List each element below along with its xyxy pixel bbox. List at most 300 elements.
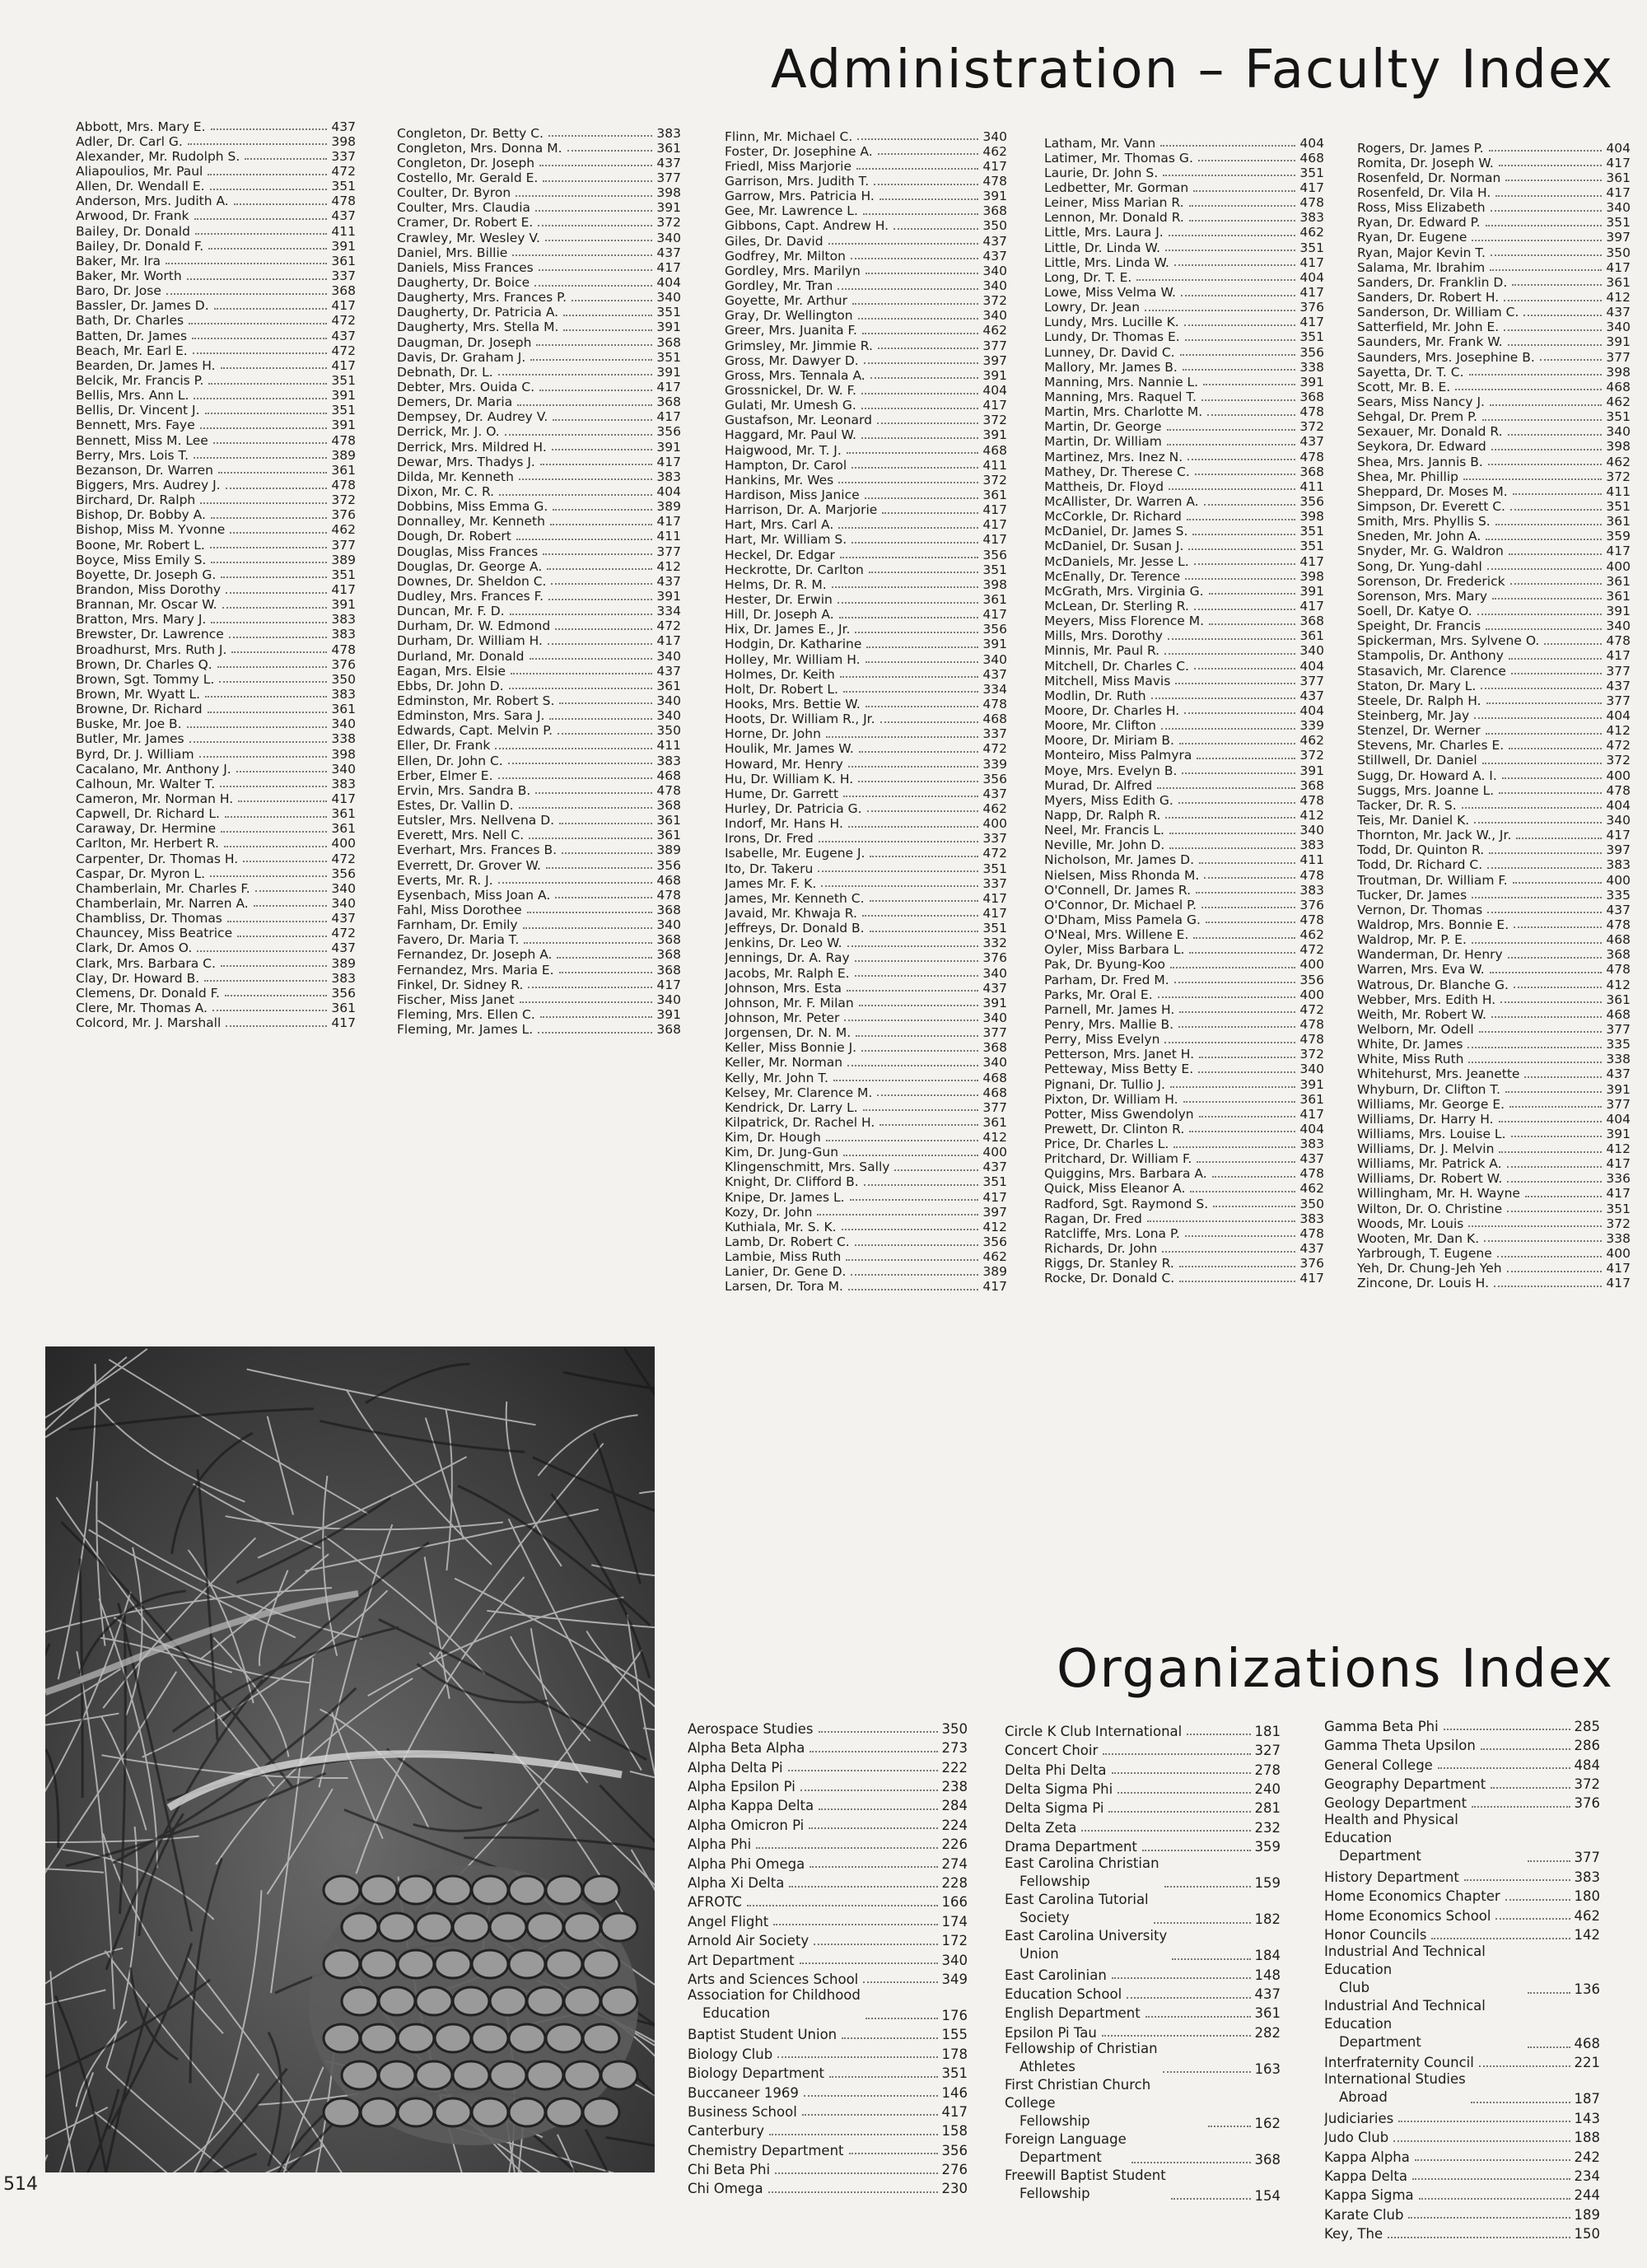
faculty-entry — [397, 409, 681, 424]
entry-page-number: 273 — [941, 1740, 968, 1756]
entry-name: Gamma Beta Phi — [1324, 1718, 1439, 1734]
entry-name: Colcord, Mr. J. Marshall — [76, 1015, 222, 1030]
dot-leader — [865, 2017, 938, 2019]
dot-leader — [1167, 428, 1296, 431]
entry-page-number: 462 — [1299, 225, 1324, 240]
entry-page-number: 276 — [941, 2162, 968, 2177]
entry-page-number: 468 — [656, 768, 681, 783]
dot-leader — [197, 950, 327, 952]
entry-page-number: 361 — [1606, 588, 1631, 604]
entry-name: Kelsey, Mr. Clarence M. — [725, 1085, 873, 1100]
entry-name: Staton, Dr. Mary L. — [1357, 678, 1477, 693]
entry-name: Clemens, Dr. Donald F. — [76, 985, 220, 1001]
dot-leader — [1502, 777, 1603, 779]
entry-page-number: 349 — [941, 1971, 968, 1987]
entry-page-number: 377 — [1574, 1850, 1600, 1865]
dot-leader — [499, 493, 652, 496]
entry-page-number: 351 — [1606, 1201, 1631, 1216]
entry-name: Riggs, Dr. Stanley R. — [1044, 1256, 1174, 1271]
dot-leader — [555, 896, 652, 898]
entry-name: Durland, Mr. Donald — [397, 648, 525, 664]
entry-page-number: 411 — [1606, 483, 1631, 499]
entry-name-line-1: Industrial And Technical Education — [1324, 1997, 1486, 2032]
entry-page-number: 411 — [1299, 478, 1324, 494]
entry-page-number: 361 — [1254, 2005, 1281, 2021]
faculty-entry — [397, 200, 681, 215]
dot-leader — [192, 337, 327, 339]
entry-name: Brown, Sgt. Tommy L. — [76, 671, 215, 687]
entry-name: Chi Beta Phi — [688, 2162, 771, 2177]
entry-name: Concert Choir — [1005, 1743, 1099, 1758]
entry-page-number: 178 — [941, 2046, 968, 2062]
cone-scale — [379, 2061, 415, 2089]
entry-name: Lundy, Mrs. Lucille K. — [1044, 315, 1179, 329]
dot-leader — [530, 358, 652, 361]
dot-leader — [877, 422, 978, 424]
faculty-entry — [1044, 539, 1324, 553]
dot-leader — [878, 152, 979, 155]
entry-page-number: 478 — [331, 432, 356, 448]
dot-leader — [1169, 488, 1295, 490]
entry-page-number: 376 — [982, 950, 1007, 965]
entry-name: Sanderson, Dr. William C. — [1357, 305, 1519, 320]
dot-leader — [1171, 2197, 1251, 2200]
cone-scale — [472, 2024, 508, 2052]
dot-leader — [1199, 1056, 1295, 1058]
entry-name: Bailey, Dr. Donald — [76, 223, 190, 239]
entry-page-number: 351 — [331, 179, 356, 194]
entry-page-number: 391 — [1606, 1081, 1631, 1096]
entry-page-number: 478 — [1299, 912, 1324, 927]
dot-leader — [846, 1258, 978, 1261]
entry-page-number: 372 — [1299, 1047, 1324, 1062]
entry-page-number: 372 — [1606, 469, 1631, 484]
entry-name: Stillwell, Dr. Daniel — [1357, 753, 1477, 768]
entry-name: Kappa Alpha — [1324, 2149, 1410, 2165]
entry-page-number: 356 — [982, 547, 1007, 562]
faculty-entry — [1357, 707, 1631, 722]
dot-leader — [756, 1846, 937, 1849]
dot-leader — [205, 412, 328, 414]
entry-page-number: 398 — [1606, 439, 1631, 454]
faculty-entry — [1357, 1276, 1631, 1290]
cone-scale — [435, 2024, 471, 2052]
dot-leader — [572, 299, 652, 301]
dot-leader — [1179, 1010, 1295, 1013]
entry-page-number: 340 — [1606, 424, 1631, 439]
entry-name: Gee, Mr. Lawrence L. — [725, 203, 858, 218]
organization-entry — [1324, 2145, 1600, 2164]
dot-leader — [1194, 562, 1296, 565]
entry-name: Cramer, Dr. Robert E. — [397, 215, 534, 230]
entry-page-number: 391 — [982, 189, 1007, 203]
entry-name: Lunney, Dr. David C. — [1044, 344, 1175, 360]
entry-name: Lowe, Miss Velma W. — [1044, 285, 1176, 300]
entry-page-number: 411 — [1299, 852, 1324, 867]
dot-leader — [210, 188, 328, 190]
cone-scale — [453, 1913, 489, 1941]
faculty-entry — [76, 492, 356, 507]
faculty-entry — [1357, 992, 1631, 1006]
entry-name: Manning, Mrs. Nannie L. — [1044, 374, 1199, 390]
entry-page-number: 478 — [1606, 633, 1631, 648]
cone-scale — [509, 1950, 545, 1978]
entry-page-number: 356 — [656, 857, 681, 873]
entry-page-number: 356 — [941, 2142, 968, 2158]
entry-name: Arnold Air Society — [688, 1933, 810, 1948]
entry-page-number: 351 — [1606, 409, 1631, 424]
dot-leader — [199, 755, 328, 758]
dot-leader — [851, 541, 978, 544]
organization-entry — [688, 2061, 968, 2080]
entry-page-number: 437 — [1606, 678, 1631, 693]
faculty-entry — [1044, 1121, 1324, 1136]
faculty-entry — [1357, 1006, 1631, 1021]
faculty-entry — [725, 726, 1007, 741]
entry-name: Alpha Delta Pi — [688, 1759, 783, 1776]
dot-leader — [1189, 219, 1296, 222]
faculty-entry — [397, 753, 681, 768]
faculty-entry — [397, 573, 681, 588]
organization-entry — [1324, 1753, 1600, 1772]
entry-name: Cameron, Mr. Norman H. — [76, 791, 234, 806]
cone-scale — [453, 2061, 489, 2089]
entry-name: Mills, Mrs. Dorothy — [1044, 628, 1163, 643]
entry-name: Batten, Dr. James — [76, 328, 188, 343]
faculty-entry — [76, 731, 356, 746]
faculty-entry — [76, 328, 356, 343]
faculty-entry — [725, 278, 1007, 292]
faculty-entry — [1357, 140, 1631, 155]
entry-page-number: 437 — [982, 786, 1007, 801]
entry-page-number: 351 — [1299, 524, 1324, 539]
faculty-entry — [1357, 648, 1631, 663]
entry-page-number: 188 — [1574, 2130, 1600, 2145]
dot-leader — [1201, 399, 1295, 401]
dot-leader — [1167, 443, 1296, 446]
dot-leader — [1528, 1860, 1570, 1862]
entry-page-number: 400 — [982, 1145, 1007, 1160]
entry-name: Sorenson, Mrs. Mary — [1357, 588, 1488, 604]
entry-name: Biology Department — [688, 2065, 825, 2081]
entry-name: Butler, Mr. James — [76, 731, 184, 746]
dot-leader — [1467, 1046, 1602, 1048]
faculty-entry — [1044, 195, 1324, 210]
dot-leader — [1489, 149, 1603, 152]
entry-page-number: 417 — [1299, 285, 1324, 300]
entry-page-number: 468 — [1574, 2036, 1600, 2051]
entry-name: James Mr. F. K. — [725, 875, 817, 891]
entry-page-number: 368 — [656, 394, 681, 409]
entry-page-number: 417 — [1606, 1276, 1631, 1290]
faculty-entry — [1357, 379, 1631, 394]
faculty-entry — [76, 671, 356, 686]
faculty-entry — [725, 681, 1007, 696]
organization-entry — [1005, 1720, 1281, 1738]
faculty-entry — [1357, 1126, 1631, 1141]
dot-leader — [843, 795, 978, 797]
dot-leader — [840, 675, 979, 678]
faculty-entry — [725, 815, 1007, 830]
entry-page-number: 391 — [331, 238, 356, 254]
entry-name: Horne, Dr. John — [725, 726, 821, 741]
dot-leader — [1170, 966, 1295, 968]
organization-entry — [1005, 2076, 1281, 2130]
dot-leader — [559, 822, 652, 824]
dot-leader — [512, 254, 652, 256]
organization-entry — [1324, 1772, 1600, 1791]
dot-leader — [855, 974, 979, 977]
cone-scale — [361, 2098, 397, 2126]
faculty-entry — [76, 357, 356, 372]
entry-name: Yarbrough, T. Eugene — [1357, 1246, 1492, 1261]
dot-leader — [1175, 682, 1295, 684]
entry-name: Modlin, Dr. Ruth — [1044, 688, 1146, 703]
entry-page-number: 136 — [1574, 1981, 1600, 1997]
faculty-entry — [76, 477, 356, 492]
entry-page-number: 404 — [1606, 140, 1631, 156]
dot-leader — [1127, 1996, 1250, 1999]
faculty-entry — [397, 812, 681, 827]
dot-leader — [498, 777, 653, 779]
faculty-entry — [397, 483, 681, 498]
entry-page-number: 340 — [656, 290, 681, 305]
dot-leader — [1164, 652, 1295, 655]
entry-name: Biggers, Mrs. Audrey J. — [76, 478, 221, 492]
page-number: 514 — [3, 2174, 38, 2195]
entry-page-number: 391 — [656, 200, 681, 215]
dot-leader — [563, 314, 652, 316]
entry-name — [1005, 2130, 1127, 2167]
dot-leader — [187, 278, 328, 280]
dot-leader — [559, 702, 652, 704]
entry-page-number: 372 — [1574, 1776, 1600, 1792]
entry-name: Pixton, Dr. William H. — [1044, 1091, 1178, 1107]
dot-leader — [1495, 523, 1603, 525]
entry-page-number: 417 — [1606, 155, 1631, 170]
entry-page-number: 351 — [331, 373, 356, 388]
entry-name-line-1: East Carolina Christian — [1005, 1855, 1159, 1871]
faculty-entry — [725, 1174, 1007, 1189]
entry-name: Ragan, Dr. Fred — [1044, 1211, 1142, 1226]
entry-page-number: 383 — [656, 753, 681, 768]
faculty-entry — [1044, 748, 1324, 763]
entry-page-number: 400 — [1606, 558, 1631, 574]
entry-page-number: 361 — [1299, 628, 1324, 643]
faculty-entry — [76, 223, 356, 238]
entry-name — [1324, 2070, 1466, 2107]
faculty-entry — [1044, 359, 1324, 374]
dot-leader — [1491, 1786, 1570, 1789]
entry-name: Petterson, Mrs. Janet H. — [1044, 1047, 1195, 1062]
dot-leader — [851, 1273, 978, 1276]
entry-page-number: 146 — [941, 2084, 968, 2101]
dot-leader — [847, 945, 979, 947]
faculty-entry — [397, 349, 681, 364]
entry-name: Dewar, Mrs. Thadys J. — [397, 454, 535, 469]
faculty-column-1 — [76, 119, 356, 1030]
entry-name-line-2: Fellowship — [1019, 1873, 1090, 1889]
entry-page-number: 350 — [941, 1720, 968, 1737]
entry-name: Stampolis, Dr. Anthony — [1357, 648, 1504, 663]
dot-leader — [1193, 189, 1295, 192]
entry-page-number: 240 — [1254, 1781, 1281, 1797]
entry-name-line-2: Club — [1339, 1979, 1370, 1995]
cone-scale — [601, 2061, 637, 2089]
entry-page-number: 383 — [1299, 1136, 1324, 1151]
entry-name: Helms, Dr. R. M. — [725, 576, 827, 592]
entry-page-number: 383 — [1299, 838, 1324, 852]
entry-name: Delta Sigma Pi — [1005, 1800, 1104, 1816]
cone-scale — [361, 1876, 397, 1904]
dot-leader — [1491, 448, 1603, 450]
entry-name: Garrison, Mrs. Judith T. — [725, 174, 870, 189]
entry-name: Waldrop, Mr. P. E. — [1357, 932, 1467, 947]
entry-name: Baro, Dr. Jose — [76, 283, 161, 298]
entry-name: Rosenfeld, Dr. Vila H. — [1357, 185, 1491, 200]
entry-page-number: 389 — [331, 447, 356, 463]
entry-page-number: 437 — [1299, 1241, 1324, 1256]
dot-leader — [208, 173, 327, 175]
entry-page-number: 417 — [982, 890, 1007, 906]
entry-page-number: 417 — [982, 1189, 1007, 1205]
entry-name: Congleton, Mrs. Donna M. — [397, 140, 562, 156]
faculty-entry — [397, 947, 681, 962]
entry-page-number: 351 — [1299, 240, 1324, 255]
dot-leader — [1507, 1210, 1602, 1212]
dot-leader — [1189, 1130, 1295, 1132]
faculty-entry — [397, 140, 681, 155]
faculty-entry — [1044, 822, 1324, 837]
entry-name: Zincone, Dr. Louis H. — [1357, 1276, 1489, 1290]
entry-page-number: 184 — [1254, 1948, 1281, 1963]
dot-leader — [227, 920, 328, 922]
dot-leader — [1490, 404, 1602, 406]
entry-name: Song, Dr. Yung-dahl — [1357, 558, 1482, 574]
entry-page-number: 232 — [1254, 1819, 1281, 1836]
entry-name: Tucker, Dr. James — [1357, 887, 1467, 903]
dot-leader — [1103, 1752, 1250, 1755]
faculty-entry — [397, 917, 681, 931]
dot-leader — [1145, 309, 1295, 311]
cone-scale — [546, 2098, 582, 2126]
dot-leader — [1181, 294, 1295, 296]
faculty-entry — [1044, 1225, 1324, 1240]
faculty-entry — [397, 887, 681, 902]
entry-page-number: 478 — [1299, 195, 1324, 210]
faculty-entry — [1357, 917, 1631, 931]
entry-name: Derrick, Mrs. Mildred H. — [397, 439, 547, 455]
dot-leader — [1497, 1255, 1603, 1258]
dot-leader — [213, 441, 328, 444]
entry-name: McCorkle, Dr. Richard — [1044, 509, 1182, 524]
faculty-entry — [1044, 1001, 1324, 1016]
entry-page-number: 400 — [1606, 872, 1631, 888]
entry-page-number: 400 — [1299, 957, 1324, 972]
entry-name-line-2: Education — [702, 2005, 771, 2022]
dot-leader — [210, 546, 328, 548]
entry-page-number: 472 — [1299, 942, 1324, 957]
entry-name: Teis, Mr. Daniel K. — [1357, 812, 1470, 828]
dot-leader — [838, 526, 978, 529]
faculty-entry — [397, 857, 681, 872]
dot-leader — [1505, 1090, 1602, 1093]
dot-leader — [548, 642, 652, 645]
entry-name: Baptist Student Union — [688, 2027, 837, 2042]
cone-scale — [509, 1876, 545, 1904]
entry-name: Hoots, Dr. William R., Jr. — [725, 712, 875, 726]
dot-leader — [894, 1169, 978, 1171]
dot-leader — [210, 875, 327, 877]
entry-page-number: 150 — [1574, 2226, 1600, 2242]
dot-leader — [826, 735, 979, 738]
entry-page-number: 377 — [1606, 663, 1631, 679]
faculty-entry — [1044, 1256, 1324, 1271]
entry-page-number: 335 — [1606, 1037, 1631, 1052]
dot-leader — [1489, 852, 1602, 854]
faculty-entry — [1044, 897, 1324, 912]
organization-entry — [688, 1948, 968, 1967]
entry-name: Sanders, Dr. Franklin D. — [1357, 274, 1508, 290]
entry-name: Clark, Mrs. Barbara C. — [76, 955, 216, 971]
entry-page-number: 412 — [982, 1219, 1007, 1234]
faculty-entry — [725, 442, 1007, 457]
entry-page-number: 340 — [982, 278, 1007, 293]
dot-leader — [545, 239, 652, 241]
entry-page-number: 361 — [1606, 170, 1631, 185]
entry-page-number: 478 — [1299, 1225, 1324, 1241]
faculty-entry — [725, 532, 1007, 547]
faculty-entry — [725, 158, 1007, 173]
entry-name: Potter, Miss Gwendolyn — [1044, 1106, 1194, 1122]
entry-page-number: 359 — [1606, 529, 1631, 544]
dot-leader — [1463, 478, 1602, 480]
entry-name: Angel Flight — [688, 1913, 769, 1930]
dot-leader — [536, 343, 652, 346]
dot-leader — [1164, 1041, 1295, 1043]
entry-name: Simpson, Dr. Everett C. — [1357, 499, 1505, 514]
faculty-entry — [76, 880, 356, 895]
entry-name: McAllister, Dr. Warren A. — [1044, 494, 1199, 509]
organization-entry — [688, 1832, 968, 1851]
dot-leader — [166, 262, 327, 264]
entry-name: Bath, Dr. Charles — [76, 313, 184, 328]
dot-leader — [539, 164, 652, 166]
faculty-entry — [1357, 1036, 1631, 1051]
entry-page-number: 377 — [331, 537, 356, 553]
entry-name: McEnally, Dr. Terence — [1044, 568, 1181, 584]
entry-page-number: 368 — [656, 962, 681, 978]
faculty-entry — [397, 663, 681, 678]
faculty-entry — [76, 701, 356, 716]
entry-name: Everts, Mr. R. J. — [397, 872, 493, 888]
entry-page-number: 437 — [331, 911, 356, 926]
dot-leader — [546, 866, 652, 869]
organization-entry — [1324, 1884, 1600, 1903]
cone-scale — [416, 2061, 452, 2089]
entry-page-number: 351 — [1299, 329, 1324, 344]
entry-name: Congleton, Dr. Betty C. — [397, 125, 544, 141]
dot-leader — [1151, 697, 1296, 699]
entry-page-number: 368 — [1299, 390, 1324, 404]
organization-entry — [1324, 2164, 1600, 2183]
entry-name: Fernandez, Dr. Joseph A. — [397, 947, 553, 962]
faculty-entry — [397, 469, 681, 483]
entry-name: Oyler, Miss Barbara L. — [1044, 942, 1185, 957]
dot-leader — [819, 1730, 938, 1733]
entry-page-number: 274 — [941, 1855, 968, 1872]
faculty-entry — [1044, 1181, 1324, 1196]
